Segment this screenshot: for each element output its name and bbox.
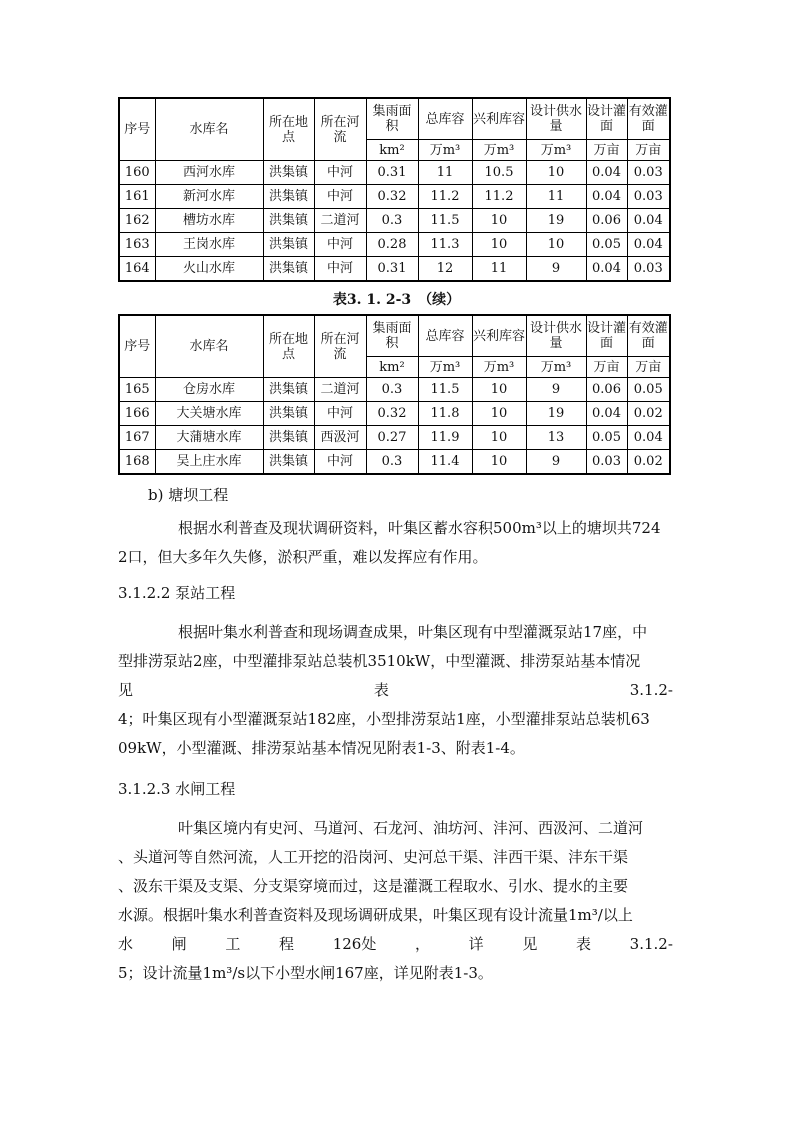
paragraph-word: 表 [373, 681, 389, 699]
table-cell-useful: 10 [472, 426, 526, 450]
table-cell-location: 洪集镇 [263, 185, 314, 209]
unit-wm3: 万m³ [472, 357, 526, 378]
unit-wmu: 万亩 [586, 357, 627, 378]
table-cell-location: 洪集镇 [263, 257, 314, 282]
paragraph-word: 详 [468, 935, 484, 953]
table-cell-seq: 161 [119, 185, 155, 209]
table-row [119, 378, 670, 402]
paragraph-word: 水 [118, 935, 134, 953]
section-3123-title: 3.1.2.3 水闸工程 [118, 780, 236, 798]
paragraph-line: 09kW，小型灌溉、排涝泵站基本情况见附表1-3、附表1-4。 [118, 739, 525, 757]
paragraph-word: 见 [522, 935, 538, 953]
header-total-capacity: 总库容 [418, 315, 472, 357]
header-irrigation-effective: 有效灌面 [627, 315, 670, 357]
table-cell-design: 0.04 [586, 257, 627, 282]
table-cell-design: 0.04 [586, 185, 627, 209]
table-cell-location: 洪集镇 [263, 450, 314, 475]
table-cell-location: 洪集镇 [263, 233, 314, 257]
table-cell-catchment: 0.31 [366, 161, 418, 185]
table-row [119, 257, 670, 282]
table-cell-design: 0.06 [586, 378, 627, 402]
table-cell-total: 11 [418, 161, 472, 185]
table-row [119, 161, 670, 185]
table-cell-name: 仓房水库 [155, 378, 263, 402]
table-cell-river: 中河 [314, 402, 366, 426]
table-cell-river: 二道河 [314, 209, 366, 233]
table-row [119, 450, 670, 475]
table-cell-design: 0.05 [586, 233, 627, 257]
table-cell-supply: 19 [526, 402, 586, 426]
paragraph-line: 4；叶集区现有小型灌溉泵站182座，小型排涝泵站1座，小型灌排泵站总装机63 [118, 710, 650, 728]
table-cell-seq: 163 [119, 233, 155, 257]
table-cell-location: 洪集镇 [263, 426, 314, 450]
table-cell-seq: 160 [119, 161, 155, 185]
table-cell-river: 中河 [314, 233, 366, 257]
header-total-capacity: 总库容 [418, 98, 472, 140]
paragraph-word: 3.1.2- [629, 935, 673, 953]
paragraph-word: 表 [576, 935, 592, 953]
table-cell-river: 中河 [314, 257, 366, 282]
unit-wm3: 万m³ [526, 357, 586, 378]
table-cell-useful: 10 [472, 233, 526, 257]
header-river: 所在河流 [314, 98, 366, 161]
table-cell-design: 0.04 [586, 161, 627, 185]
header-catchment: 集雨面积 [366, 315, 418, 357]
table-cell-supply: 11 [526, 185, 586, 209]
table-cell-seq: 167 [119, 426, 155, 450]
table-cell-effective: 0.04 [627, 426, 670, 450]
table-caption: 表3. 1. 2-3 （续） [332, 292, 461, 308]
table-cell-total: 11.2 [418, 185, 472, 209]
table-cell-effective: 0.05 [627, 378, 670, 402]
header-seq: 序号 [119, 315, 155, 378]
table-cell-useful: 11 [472, 257, 526, 282]
header-river: 所在河流 [314, 315, 366, 378]
paragraph-word: 程 [279, 935, 295, 953]
table-cell-supply: 10 [526, 161, 586, 185]
paragraph-line: 、汲东干渠及支渠、分支渠穿境而过，这是灌溉工程取水、引水、提水的主要 [118, 877, 629, 895]
table-cell-location: 洪集镇 [263, 402, 314, 426]
table-cell-seq: 165 [119, 378, 155, 402]
table-cell-design: 0.04 [586, 402, 627, 426]
unit-wm3: 万m³ [418, 357, 472, 378]
paragraph-line [118, 930, 673, 959]
table-cell-name: 吴上庄水库 [155, 450, 263, 475]
table-cell-useful: 11.2 [472, 185, 526, 209]
header-irrigation-effective: 有效灌面 [627, 98, 670, 140]
table-cell-total: 11.4 [418, 450, 472, 475]
paragraph-line: 5；设计流量1m³/s以下小型水闸167座，详见附表1-3。 [118, 964, 493, 982]
reservoir-table-1 [118, 97, 671, 282]
table-cell-name: 新河水库 [155, 185, 263, 209]
header-name: 水库名 [155, 98, 263, 161]
table-cell-catchment: 0.3 [366, 378, 418, 402]
table-cell-supply: 9 [526, 378, 586, 402]
table-cell-catchment: 0.32 [366, 402, 418, 426]
paragraph-line: 、头道河等自然河流，人工开挖的沿岗河、史河总干渠、沣西干渠、沣东干渠 [118, 848, 629, 866]
unit-wm3: 万m³ [526, 140, 586, 161]
unit-wm3: 万m³ [472, 140, 526, 161]
paragraph-line: 叶集区境内有史河、马道河、石龙河、油坊河、沣河、西汲河、二道河 [178, 819, 644, 837]
table-cell-supply: 19 [526, 209, 586, 233]
header-location: 所在地点 [263, 98, 314, 161]
table-cell-name: 槽坊水库 [155, 209, 263, 233]
table-cell-supply: 9 [526, 257, 586, 282]
table-cell-location: 洪集镇 [263, 209, 314, 233]
table-cell-design: 0.06 [586, 209, 627, 233]
table-cell-total: 11.5 [418, 209, 472, 233]
table-cell-useful: 10 [472, 402, 526, 426]
header-irrigation-design: 设计灌面 [586, 315, 627, 357]
table-cell-catchment: 0.28 [366, 233, 418, 257]
table-cell-seq: 166 [119, 402, 155, 426]
table-cell-useful: 10 [472, 450, 526, 475]
table-cell-catchment: 0.32 [366, 185, 418, 209]
table-cell-catchment: 0.3 [366, 209, 418, 233]
paragraph-word: 3.1.2- [629, 681, 673, 699]
table-cell-effective: 0.03 [627, 185, 670, 209]
table-cell-total: 11.8 [418, 402, 472, 426]
table-cell-useful: 10.5 [472, 161, 526, 185]
section-b-body [118, 514, 673, 572]
table-cell-seq: 168 [119, 450, 155, 475]
paragraph-line: 2口，但大多年久失修，淤积严重，难以发挥应有作用。 [118, 548, 488, 566]
table-cell-supply: 10 [526, 233, 586, 257]
table-cell-total: 12 [418, 257, 472, 282]
table-cell-useful: 10 [472, 378, 526, 402]
paragraph-line: 根据水利普查及现状调研资料，叶集区蓄水容积500m³以上的塘坝共724 [178, 519, 661, 537]
section-3123-body [118, 814, 673, 988]
table-cell-useful: 10 [472, 209, 526, 233]
table-cell-catchment: 0.31 [366, 257, 418, 282]
paragraph-word: ， [414, 935, 430, 953]
table-cell-effective: 0.03 [627, 257, 670, 282]
unit-km2: km² [366, 140, 418, 161]
table-cell-river: 中河 [314, 450, 366, 475]
paragraph-word: 闸 [171, 935, 187, 953]
table-cell-location: 洪集镇 [263, 161, 314, 185]
table-cell-design: 0.05 [586, 426, 627, 450]
table-cell-river: 二道河 [314, 378, 366, 402]
table-cell-catchment: 0.27 [366, 426, 418, 450]
section-b-title: b) 塘坝工程 [148, 486, 229, 504]
paragraph-line [118, 676, 673, 705]
table-cell-total: 11.3 [418, 233, 472, 257]
table-cell-supply: 9 [526, 450, 586, 475]
unit-wmu: 万亩 [627, 357, 670, 378]
table-row [119, 185, 670, 209]
table-cell-effective: 0.02 [627, 402, 670, 426]
paragraph-line: 型排涝泵站2座，中型灌排泵站总装机3510kW，中型灌溉、排涝泵站基本情况 [118, 652, 641, 670]
table-cell-name: 王岗水库 [155, 233, 263, 257]
paragraph-word: 126处 [332, 935, 377, 953]
table-cell-seq: 164 [119, 257, 155, 282]
table-row [119, 233, 670, 257]
paragraph-line: 根据叶集水利普查和现场调查成果，叶集区现有中型灌溉泵站17座，中 [178, 623, 648, 641]
header-useful-capacity: 兴利库容 [472, 315, 526, 357]
unit-wmu: 万亩 [627, 140, 670, 161]
table-cell-supply: 13 [526, 426, 586, 450]
unit-km2: km² [366, 357, 418, 378]
header-supply: 设计供水量 [526, 98, 586, 140]
unit-wmu: 万亩 [586, 140, 627, 161]
unit-wm3: 万m³ [418, 140, 472, 161]
table-cell-name: 大蒲塘水库 [155, 426, 263, 450]
header-irrigation-design: 设计灌面 [586, 98, 627, 140]
table-cell-effective: 0.03 [627, 161, 670, 185]
paragraph-word: 见 [118, 681, 134, 699]
table-cell-river: 中河 [314, 185, 366, 209]
reservoir-table-2 [118, 314, 671, 475]
table-row [119, 402, 670, 426]
table-cell-location: 洪集镇 [263, 378, 314, 402]
table-cell-design: 0.03 [586, 450, 627, 475]
table-cell-name: 火山水库 [155, 257, 263, 282]
section-3122-title: 3.1.2.2 泵站工程 [118, 584, 236, 602]
table-cell-total: 11.5 [418, 378, 472, 402]
table-cell-effective: 0.04 [627, 233, 670, 257]
table-cell-seq: 162 [119, 209, 155, 233]
table-cell-name: 大关塘水库 [155, 402, 263, 426]
header-location: 所在地点 [263, 315, 314, 378]
paragraph-word: 工 [225, 935, 241, 953]
table-cell-effective: 0.02 [627, 450, 670, 475]
table-cell-catchment: 0.3 [366, 450, 418, 475]
header-supply: 设计供水量 [526, 315, 586, 357]
section-3122-body [118, 618, 673, 763]
header-useful-capacity: 兴利库容 [472, 98, 526, 140]
header-catchment: 集雨面积 [366, 98, 418, 140]
table-row [119, 426, 670, 450]
table-cell-effective: 0.04 [627, 209, 670, 233]
header-name: 水库名 [155, 315, 263, 378]
header-seq: 序号 [119, 98, 155, 161]
table-cell-total: 11.9 [418, 426, 472, 450]
table-row [119, 209, 670, 233]
table-cell-name: 西河水库 [155, 161, 263, 185]
table-cell-river: 西汲河 [314, 426, 366, 450]
table-cell-river: 中河 [314, 161, 366, 185]
paragraph-line: 水源。根据叶集水利普查资料及现场调研成果，叶集区现有设计流量1m³/以上 [118, 906, 633, 924]
